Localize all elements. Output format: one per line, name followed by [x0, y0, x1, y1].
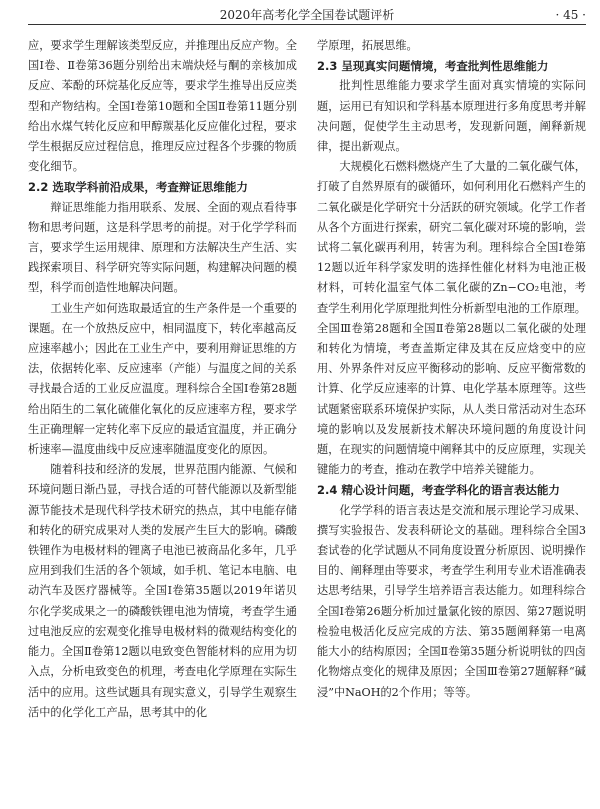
- paragraph: 工业生产如何选取最适宜的生产条件是一个重要的课题。在一个放热反应中，相同温度下，转化率越高反应速率越小；因此在工业生产中，要利用辩证思维的方法，依据转化率、反应速率（产能）与温度之间的关系寻找最合适的工业反应温度。理科综合全国Ⅰ卷第28题给出陌生的二氧化硫催化氧化的反应速率方程，要求学生正确理解一定转化率下反应的最适宜温度，并正确分析速率—温度曲线中反应速率随温度变化的原因。: [28, 301, 297, 457]
- section-heading-2-3: 2.3 呈现真实问题情境，考查批判性思维能力: [317, 59, 549, 74]
- page-header: [28, 6, 586, 25]
- paragraph: 大规模化石燃料燃烧产生了大量的二氧化碳气体，打破了自然界原有的碳循环，如何利用化石燃料产生的二氧化碳是化学研究十分活跃的研究领域。化学工作者从各个方面进行探索，研究二氧化碳对环境的影响，尝试将二氧化碳再利用，转害为利。理科综合全国Ⅰ卷第12题以近年科学家发明的选择性催化材料为电池正极材料，可转化温室气体二氧化碳的Zn−CO₂电池，考查学生利用化学原理批判性分析新型电池的工作原理。全国Ⅲ卷第28题和全国Ⅱ卷第28题以二氧化碳的处理和转化为情境，考查盖斯定律及其在反应焓变中的应用、外界条件对反应平衡移动的影响、反应平衡常数的计算、化学反应速率的计算、电化学基本原理等。这些试题紧密联系环境保护实际，从人类日常活动对生态环境的影响以及发展新技术解决环境问题的角度设计问题，在现实的问题情境中阐释其中的反应原理，实现关键能力的考查，推动在教学中培养关键能力。: [317, 160, 586, 477]
- section-heading-2-4: 2.4 精心设计问题，考查学科化的语言表达能力: [317, 483, 560, 498]
- paragraph: 随着科技和经济的发展，世界范围内能源、气候和环境问题日渐凸显，寻找合适的可替代能源以及新型能源节能技术是现代科学技术研究的热点，其中电能存储和转化的研究成果对人类的发展产生巨大的影响。磷酸铁锂作为电极材料的锂离子电池已被商品化多年，几乎应用到我们生活的各个领域，如手机、笔记本电脑、电动汽车及医疗器械等。全国Ⅰ卷第35题以2019年诺贝尔化学奖成果之一的磷酸铁锂电池为情境，考查学生通过电池反应的宏观变化推导电极材料的微观结构变化的能力。全国Ⅱ卷第12题以电致变色智能材料的应用为切入点，分析电致变色的机理，考查电化学原理在实际生活中的应用。这些试题具有现实意义，引导学生观察生活中的化学化工产品，思考其中的化: [28, 463, 297, 719]
- paragraph: 辩证思维能力指用联系、发展、全面的观点看待事物和思考问题，这是科学思考的前提。对于化学学科而言，要求学生运用规律、原理和方法解决生产生活、实践探索项目、科学研究等实际问题，构建解决问题的模型，科学而创造性地解决问题。: [28, 200, 297, 295]
- running-title: 2020年高考化学全国卷试题评析: [219, 8, 395, 22]
- paragraph: 学原理，拓展思维。: [317, 39, 418, 52]
- body-columns: [28, 36, 586, 799]
- paragraph: 应，要求学生理解该类型反应，并推理出反应产物。全国Ⅰ卷、Ⅱ卷第36题分别给出末端炔烃与酮的亲核加成反应、苯酚的环烷基化反应等，要求学生推导出反应类型和产物结构。全国Ⅰ卷第10题和全国Ⅱ卷第11题分别给出水煤气转化反应和甲醇羰基化反应催化过程，要求学生根据反应过程信息，推理反应过程各个步骤的物质变化细节。: [28, 39, 297, 174]
- left-column: [28, 36, 297, 799]
- right-column: [317, 36, 586, 799]
- section-heading-2-2: 2.2 选取学科前沿成果，考查辩证思维能力: [28, 180, 248, 195]
- page-number: · 45 ·: [555, 8, 586, 22]
- paragraph: 化学学科的语言表达是交流和展示理论学习成果、撰写实验报告、发表科研论文的基础。理科综合全国3套试卷的化学试题从不同角度设置分析原因、说明操作目的、阐释理由等要求，考查学生利用专业术语准确表达思考结果，引导学生培养语言表达能力。如理科综合全国Ⅰ卷第26题分析加过量氯化铵的原因、第27题说明检验电极活化反应完成的方法、第35题阐释第一电离能大小的结构原因；全国Ⅱ卷第35题分析说明钛的四卤化物熔点变化的规律及原因；全国Ⅲ卷第27题解释“碱浸”中NaOH的2个作用；等等。: [317, 503, 586, 699]
- paragraph: 批判性思维能力要求学生面对真实情境的实际问题，运用已有知识和学科基本原理进行多角度思考并解决问题，促使学生主动思考，发现新问题，阐释新规律，提出新观点。: [317, 79, 586, 154]
